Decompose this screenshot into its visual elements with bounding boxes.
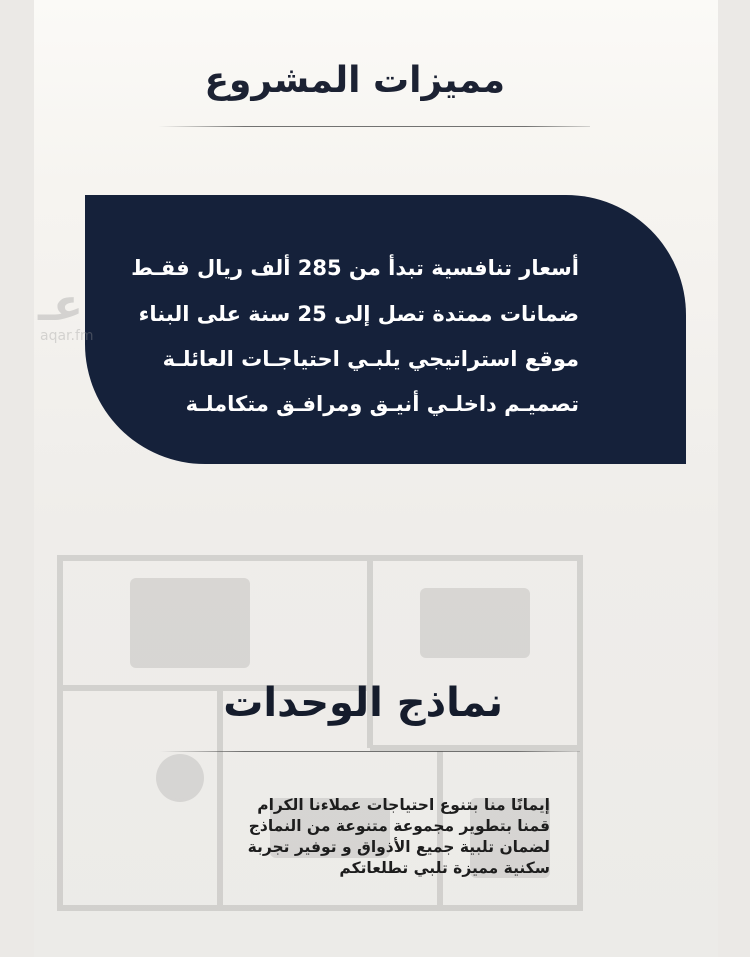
units-title: نماذج الوحدات (223, 680, 503, 726)
features-card (85, 195, 686, 464)
left-margin (0, 0, 34, 957)
feature-item: موقع استراتيجي يلبـي احتياجـات العائلـة (162, 347, 579, 371)
aqar-watermark (38, 270, 138, 350)
units-description (150, 795, 550, 879)
features-title: مميزات المشروع (204, 60, 505, 101)
units-description-line: سكنية مميزة تلبي تطلعاتكم (339, 859, 550, 877)
units-title-divider (160, 751, 580, 752)
units-description-line: لضمان تلبية جميع الأذواق و توفير تجربة (247, 838, 550, 856)
feature-item: أسعار تنافسية تبدأ من 285 ألف ريال فقـط (131, 256, 579, 280)
watermark-url: aqar.fm (40, 328, 94, 344)
feature-item: تصميـم داخلـي أنيـق ومرافـق متكاملـة (185, 392, 579, 416)
units-description-line: قمنا بتطوير مجموعة متنوعة من النماذج (248, 817, 550, 835)
right-margin (718, 0, 750, 957)
watermark-logo: عـ (38, 280, 84, 331)
units-description-line: إيمانًا منا بتنوع احتياجات عملاءنا الكرام (257, 796, 550, 814)
feature-item: ضمانات ممتدة تصل إلى 25 سنة على البناء (138, 302, 579, 326)
features-title-divider (158, 126, 590, 127)
